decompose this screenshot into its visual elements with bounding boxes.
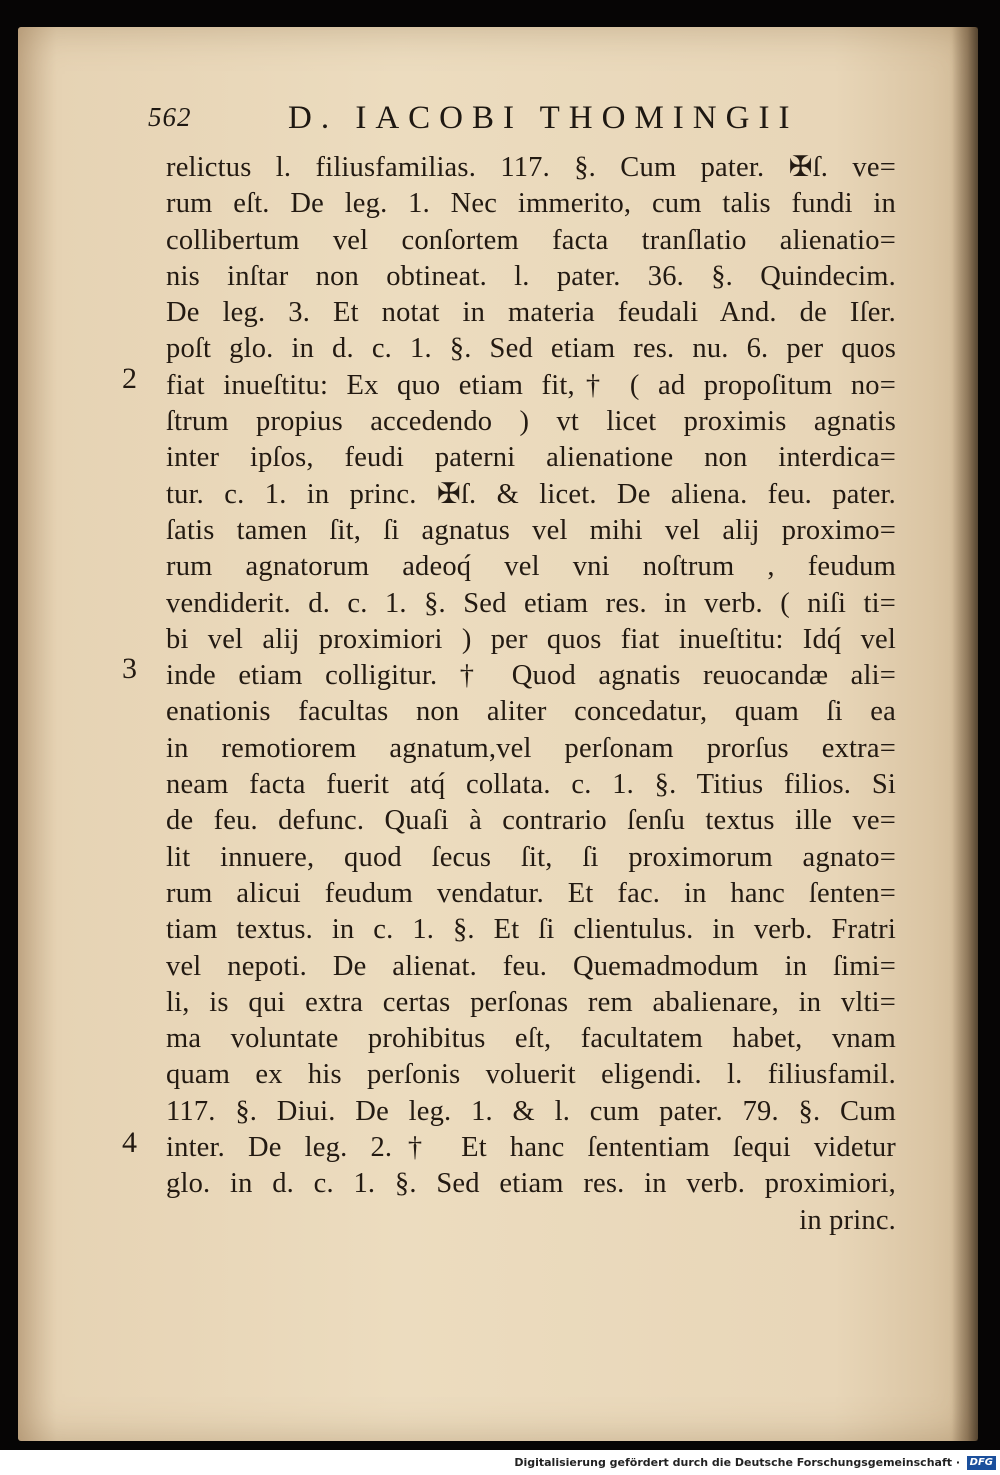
text-line: glo. in d. c. 1. §. Sed etiam res. in verb. proximiori, xyxy=(166,1168,896,1200)
text-line: poſt glo. in d. c. 1. §. Sed etiam res. nu. 6. per quos xyxy=(166,333,896,365)
dfg-logo-icon: DFG xyxy=(967,1456,996,1470)
text-line: bi vel alij proximiori ) per quos fiat inueſtitu: Idq́ vel xyxy=(166,623,896,655)
page-header xyxy=(148,100,868,150)
text-line: de feu. defunc. Quaſi à contrario ſenſu textus ille ve= xyxy=(166,805,896,837)
text-line: nis inſtar non obtineat. l. pater. 36. §. Quindecim. xyxy=(166,260,896,292)
text-line: tiam textus. in c. 1. §. Et ſi clientulus. in verb. Fratri xyxy=(166,914,896,946)
text-line: vendiderit. d. c. 1. §. Sed etiam res. in verb. ( niſi ti= xyxy=(166,587,896,619)
margin-number-3: 3 xyxy=(122,652,137,685)
text-line: 117. §. Diui. De leg. 1. & l. cum pater. 79. §. Cum xyxy=(166,1095,896,1127)
page-gutter-shadow xyxy=(952,27,978,1441)
text-line: inde etiam colligitur. † Quod agnatis reuocandæ ali= xyxy=(166,660,896,692)
running-title: D. IACOBI THOMINGII xyxy=(288,100,799,136)
text-line: relictus l. filiusfamilias. 117. §. Cum pater. ✠ſ. ve= xyxy=(166,152,896,183)
text-line: enationis facultas non aliter concedatur, quam ſi ea xyxy=(166,696,896,728)
text-line: rum agnatorum adeoq́ vel vni noſtrum , feudum xyxy=(166,551,896,583)
text-line: inter. De leg. 2.† Et hanc ſententiam ſequi videtur xyxy=(166,1132,896,1164)
text-line: rum eſt. De leg. 1. Nec immerito, cum talis fundi in xyxy=(166,188,896,220)
text-line: lit innuere, quod ſecus ſit, ſi proximorum agnato= xyxy=(166,841,896,873)
text-line: neam facta fuerit atq́ collata. c. 1. §. Titius filios. Si xyxy=(166,769,896,801)
text-line: inter ipſos, feudi paterni alienatione non interdica= xyxy=(166,442,896,474)
text-line: in remotiorem agnatum,vel perſonam prorſus extra= xyxy=(166,732,896,764)
text-line: ſatis tamen ſit, ſi agnatus vel mihi vel alij proximo= xyxy=(166,514,896,546)
text-line: quam ex his perſonis voluerit eligendi. l. filiusfamil. xyxy=(166,1059,896,1091)
margin-number-2: 2 xyxy=(122,362,137,395)
footer-bar xyxy=(0,1453,1000,1475)
text-line: De leg. 3. Et notat in materia feudali And. de Iſer. xyxy=(166,297,896,329)
funding-notice: Digitalisierung gefördert durch die Deutsche Forschungsgemeinschaft · xyxy=(514,1456,960,1469)
text-line: fiat inueſtitu: Ex quo etiam fit,† ( ad propoſitum no= xyxy=(166,369,896,401)
text-line-catchword: in princ. xyxy=(799,1204,896,1236)
text-line: li, is qui extra certas perſonas rem abalienare, in vlti= xyxy=(166,986,896,1018)
text-line: tur. c. 1. in princ. ✠ſ. & licet. De aliena. feu. pater. xyxy=(166,478,896,510)
margin-number-4: 4 xyxy=(122,1126,137,1159)
text-line: ma voluntate prohibitus eſt, facultatem habet, vnam xyxy=(166,1023,896,1055)
text-line: collibertum vel conſortem facta tranſlatio alienatio= xyxy=(166,224,896,256)
text-line: vel nepoti. De alienat. feu. Quemadmodum in ſimi= xyxy=(166,950,896,982)
page-number: 562 xyxy=(148,102,192,132)
body-text xyxy=(166,150,896,1239)
text-line: ſtrum propius accedendo ) vt licet proximis agnatis xyxy=(166,406,896,438)
text-line: rum alicui feudum vendatur. Et fac. in hanc ſenten= xyxy=(166,877,896,909)
